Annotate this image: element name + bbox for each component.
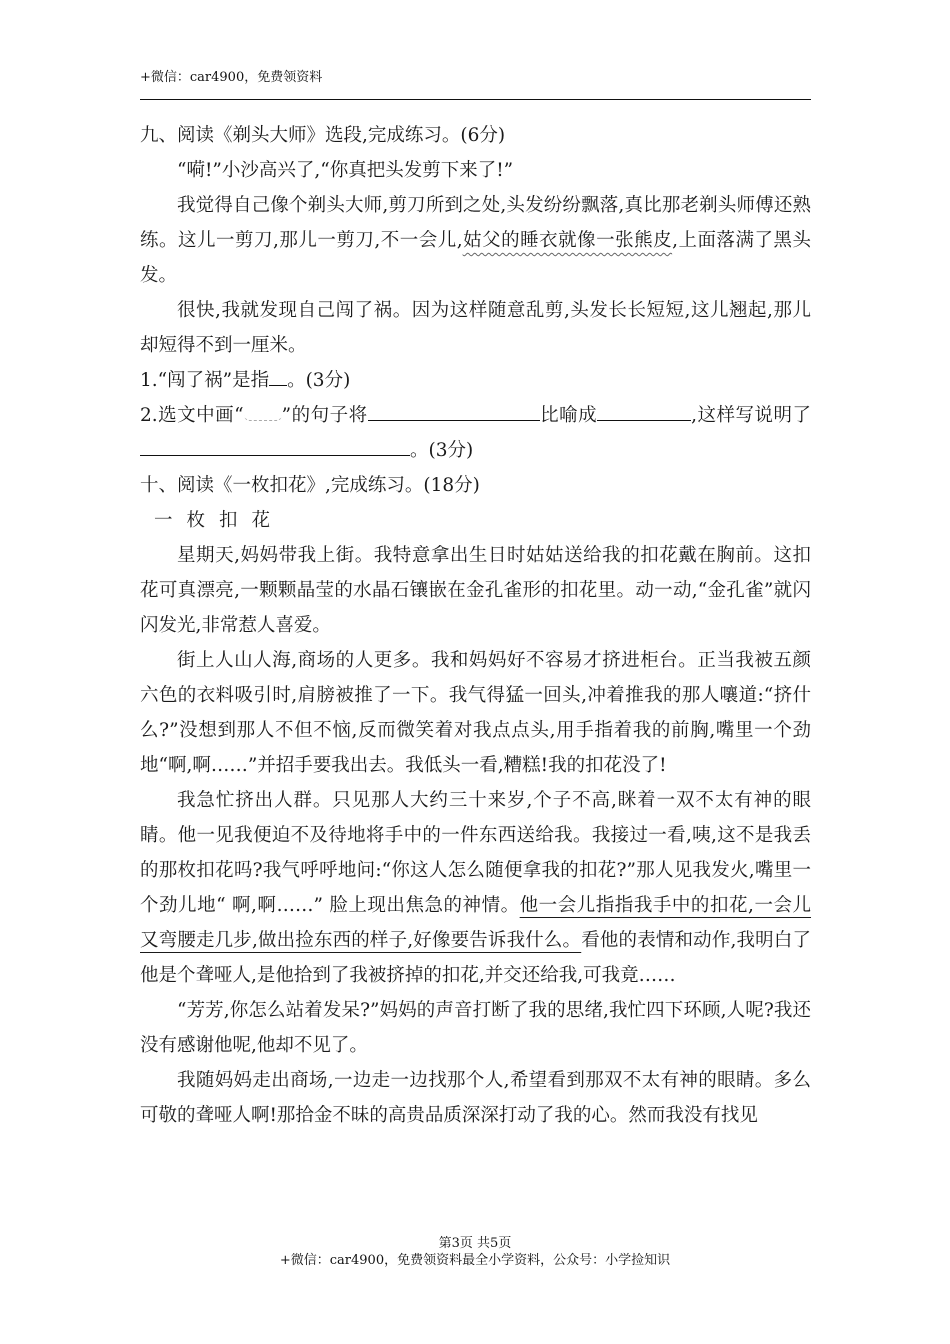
answer-blank-4[interactable] bbox=[140, 433, 410, 456]
q10-para-3-text-b: 看他的表情和动作,我明白了他是个聋哑人,是他拾到了我被挤掉的扣花,并交还给我,可我竟…… bbox=[140, 930, 811, 986]
q9-sub-1-points: 。(3分) bbox=[287, 370, 351, 391]
q9-sub-2-text-c: 比喻成 bbox=[539, 405, 598, 426]
q9-para-2-text-b: ,上面落满了黑头发。 bbox=[140, 230, 811, 286]
q9-sub-2-points: 。(3分) bbox=[410, 440, 474, 461]
q9-para-2 bbox=[140, 188, 811, 293]
q9-sub-2-text-b: ”的句子将 bbox=[281, 405, 368, 426]
q9-sub-2 bbox=[140, 398, 811, 468]
q10-underlined-sentence: 他一会儿指指我手中的扣花,一会儿又弯腰走几步,做出捡东西的样子,好像要告诉我什么。 bbox=[140, 895, 812, 951]
footer-note: +微信：car4900，免费领资料最全小学资料，公众号：小学捡知识 bbox=[279, 1253, 671, 1268]
answer-blank-3[interactable] bbox=[597, 398, 691, 421]
document-body bbox=[140, 118, 811, 1133]
q10-para-5: 我随妈妈走出商场,一边走一边找那个人,希望看到那双不太有神的眼睛。多么可敬的聋哑人啊!那拾金不昧的高贵品质深深打动了我的心。然而我没有找见 bbox=[140, 1070, 811, 1126]
header-divider bbox=[140, 99, 811, 100]
q10-para-2: 街上人山人海,商场的人更多。我和妈妈好不容易才挤进柜台。正当我被五颜六色的衣料吸引时,肩膀被推了一下。我气得猛一回头,冲着推我的那人嚷道:“挤什么?”没想到那人不但不恼,反而微笑着对我点点头,用手指着我的前胸,嘴里一个劲地“啊,啊……”并招手要我出去。我低头一看,糟糕!我的扣花没了! bbox=[140, 650, 811, 776]
q9-sub-2-text-d: ,这样写说明了 bbox=[691, 405, 811, 426]
header-note: +微信：car4900，免费领资料 bbox=[140, 70, 323, 85]
page-number: 第3页 共5页 bbox=[438, 1236, 512, 1251]
q10-para-1: 星期天,妈妈带我上街。我特意拿出生日时姑姑送给我的扣花戴在胸前。这扣花可真漂亮,一颗颗晶莹的水晶石镶嵌在金孔雀形的扣花里。动一动,“金孔雀”就闪闪发光,非常惹人喜爱。 bbox=[140, 545, 811, 636]
wavy-line-sample bbox=[244, 410, 282, 421]
q10-para-4: “芳芳,你怎么站着发呆?”妈妈的声音打断了我的思绪,我忙四下环顾,人呢?我还没有感谢他呢,他却不见了。 bbox=[140, 1000, 811, 1056]
q9-sub-2-text-a: 2.选文中画“ bbox=[140, 405, 244, 426]
q9-para-1: “嗬!”小沙高兴了,“你真把头发剪下来了!” bbox=[177, 160, 514, 181]
passage-title: 一枚扣花 bbox=[154, 510, 285, 531]
q9-sub-1-text: 1.“闯了祸”是指 bbox=[140, 370, 270, 391]
q9-sub-1 bbox=[140, 363, 811, 398]
q10-para-3 bbox=[140, 783, 811, 993]
q10-heading: 十、阅读《一枚扣花》,完成练习。(18分) bbox=[140, 475, 480, 496]
q9-para-2-text-a: 我觉得自己像个剃头大师,剪刀所到之处,头发纷纷飘落,真比那老剃头师傅还熟练。这儿一剪刀,那儿一剪刀,不一会儿, bbox=[140, 195, 811, 251]
q9-heading: 九、阅读《剃头大师》选段,完成练习。(6分) bbox=[140, 125, 506, 146]
q9-para-3: 很快,我就发现自己闯了祸。因为这样随意乱剪,头发长长短短,这儿翘起,那儿却短得不到一厘米。 bbox=[140, 300, 811, 356]
q9-wavy-sentence: 姑父的睡衣就像一张熊皮 bbox=[462, 230, 673, 251]
q10-para-3-text-a: 我急忙挤出人群。只见那人大约三十来岁,个子不高,眯着一双不太有神的眼睛。他一见我便迫不及待地将手中的一件东西送给我。我接过一看,咦,这不是我丢的那枚扣花吗?我气呼呼地问:“你这人怎么随便拿我的扣花?”那人见我发火,嘴里一个劲儿地“ 啊,啊……” 脸上现出焦急的神情。 bbox=[140, 790, 811, 916]
answer-blank-1[interactable] bbox=[269, 363, 287, 386]
answer-blank-2[interactable] bbox=[368, 398, 540, 421]
